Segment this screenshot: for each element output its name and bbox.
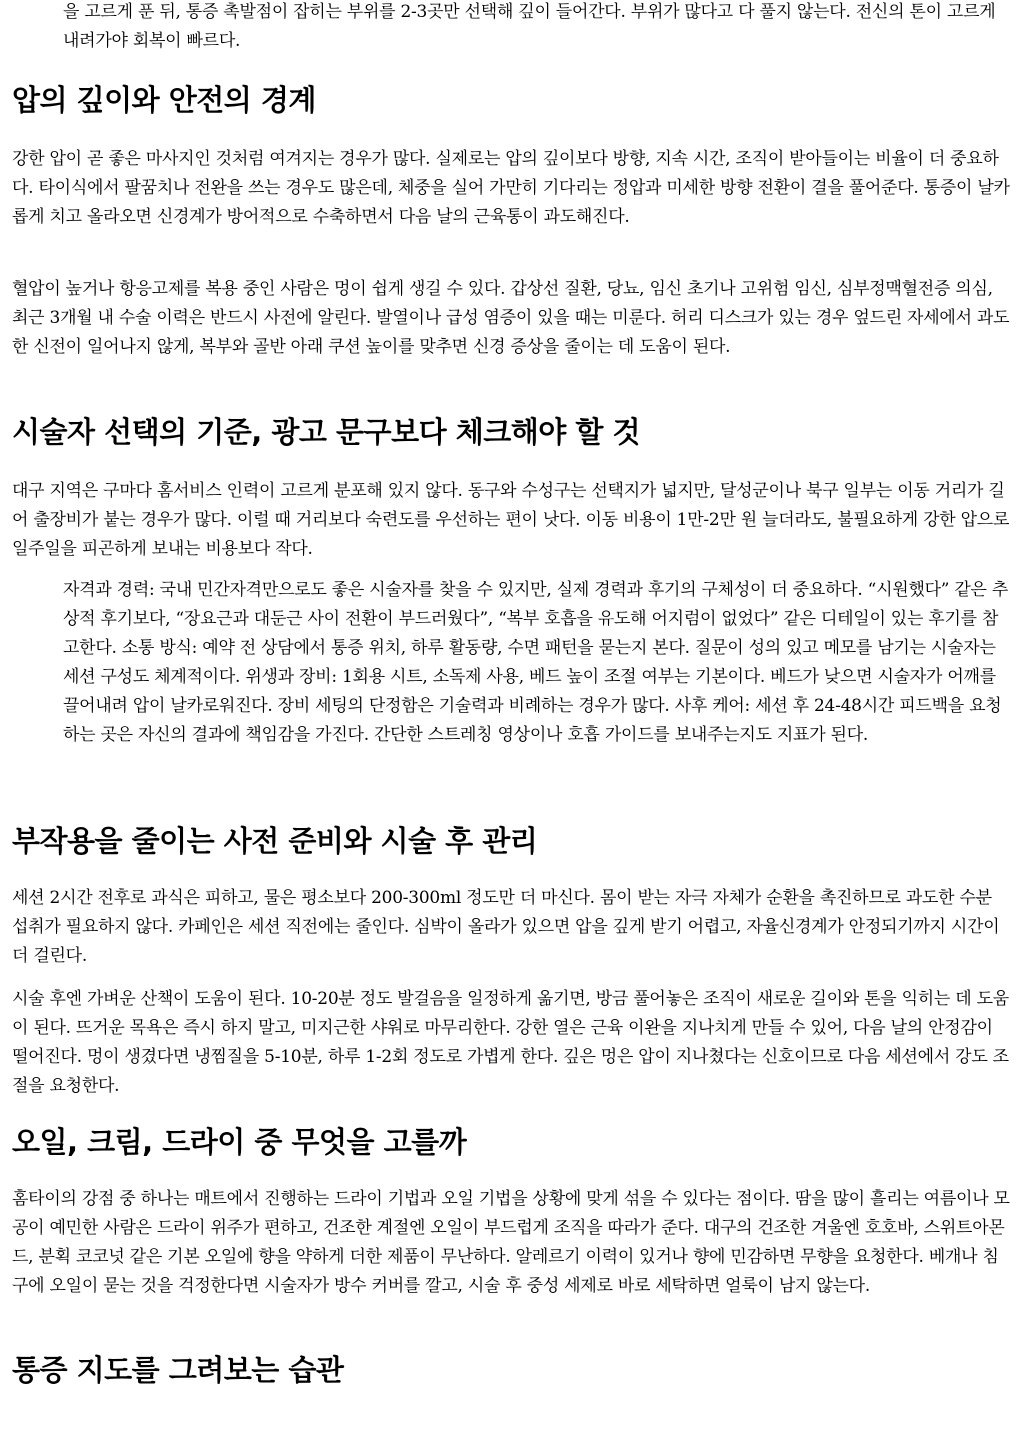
section-heading-pressure: 압의 깊이와 안전의 경계 (12, 83, 316, 117)
section-heading-care: 부작용을 줄이는 사전 준비와 시술 후 관리 (12, 824, 538, 858)
intro-continuation-paragraph: 을 고르게 푼 뒤, 통증 촉발점이 잡히는 부위를 2-3곳만 선택해 깊이 들어간다. 부위가 많다고 다 풀지 않는다. 전신의 톤이 고르게 내려가야 회복이 빠르다. (63, 2, 996, 51)
paragraph-pre-session: 세션 2시간 전후로 과식은 피하고, 물은 평소보다 200-300ml 정도만 더 마신다. 몸이 받는 자극 자체가 순환을 촉진하므로 과도한 수분 섭취가 필요하지 않다. 카페인은 세션 직전에는 줄인다. 심박이 올라가 있으면 압을 깊게 받기 어렵고, 자율신경계가 안정되기까지 시간이 더 걸린다. (12, 888, 1000, 966)
paragraph-daegu-region: 대구 지역은 구마다 홈서비스 인력이 고르게 분포해 있지 않다. 동구와 수성구는 선택지가 넓지만, 달성군이나 북구 일부는 이동 거리가 길어 출장비가 붙는 경우가 많다. 이럴 때 거리보다 숙련도를 우선하는 편이 낫다. 이동 비용이 1만-2만 원 늘더라도, 불필요하게 강한 압으로 일주일을 피곤하게 보내는 비용보다 작다. (12, 481, 1010, 559)
section-heading-pain-map: 통증 지도를 그려보는 습관 (12, 1353, 344, 1387)
paragraph-oil-choice: 홈타이의 강점 중 하나는 매트에서 진행하는 드라이 기법과 오일 기법을 상황에 맞게 섞을 수 있다는 점이다. 땀을 많이 흘리는 여름이나 모공이 예민한 사람은 드라이 위주가 편하고, 건조한 계절엔 오일이 부드럽게 조직을 따라가 준다. 대구의 건조한 겨울엔 호호바, 스위트아몬드, 분획 코코넛 같은 기본 오일에 향을 약하게 더한 제품이 무난하다. 알레르기 이력이 있거나 향에 민감하면 무향을 요청한다. 베개나 침구에 오일이 묻는 것을 걱정한다면 시술자가 방수 커버를 깔고, 시술 후 중성 세제로 바로 세탁하면 얼룩이 남지 않는다. (12, 1189, 1010, 1296)
blockquote-selection-criteria: 자격과 경력: 국내 민간자격만으로도 좋은 시술자를 찾을 수 있지만, 실제 경력과 후기의 구체성이 더 중요하다. “시원했다” 같은 추상적 후기보다, “장요근과 대둔근 사이 전환이 부드러웠다”, “복부 호흡을 유도해 어지럼이 없었다” 같은 디테일이 있는 후기를 참고한다. 소통 방식: 예약 전 상담에서 통증 위치, 하루 활동량, 수면 패턴을 묻는지 본다. 질문이 성의 있고 메모를 남기는 시술자는 세션 구성도 체계적이다. 위생과 장비: 1회용 시트, 소독제 사용, 베드 높이 조절 여부는 기본이다. 베드가 낮으면 시술자가 어깨를 끌어내려 압이 날카로워진다. 장비 세팅의 단정함은 기술력과 비례하는 경우가 많다. 사후 케어: 세션 후 24-48시간 피드백을 요청하는 곳은 자신의 결과에 책임감을 가진다. 간단한 스트레칭 영상이나 호흡 가이드를 보내주는지도 지표가 된다. (63, 580, 1009, 745)
paragraph-pressure-depth: 강한 압이 곧 좋은 마사지인 것처럼 여겨지는 경우가 많다. 실제로는 압의 깊이보다 방향, 지속 시간, 조직이 받아들이는 비율이 더 중요하다. 타이식에서 팔꿈치나 전완을 쓰는 경우도 많은데, 체중을 실어 가만히 기다리는 정압과 미세한 방향 전환이 결을 풀어준다. 통증이 날카롭게 치고 올라오면 신경계가 방어적으로 수축하면서 다음 날의 근육통이 과도해진다. (12, 149, 1010, 227)
paragraph-safety-cautions: 혈압이 높거나 항응고제를 복용 중인 사람은 멍이 쉽게 생길 수 있다. 갑상선 질환, 당뇨, 임신 초기나 고위험 임신, 심부정맥혈전증 의심, 최근 3개월 내 수술 이력은 반드시 사전에 알린다. 발열이나 급성 염증이 있을 때는 미룬다. 허리 디스크가 있는 경우 엎드린 자세에서 과도한 신전이 일어나지 않게, 복부와 골반 아래 쿠션 높이를 맞추면 신경 증상을 줄이는 데 도움이 된다. (12, 279, 1010, 357)
section-heading-therapist: 시술자 선택의 기준, 광고 문구보다 체크해야 할 것 (12, 415, 640, 449)
paragraph-post-session: 시술 후엔 가벼운 산책이 도움이 된다. 10-20분 정도 발걸음을 일정하게 옮기면, 방금 풀어놓은 조직이 새로운 길이와 톤을 익히는 데 도움이 된다. 뜨거운 목욕은 즉시 하지 말고, 미지근한 샤워로 마무리한다. 강한 열은 근육 이완을 지나치게 만들 수 있어, 다음 날의 안정감이 떨어진다. 멍이 생겼다면 냉찜질을 5-10분, 하루 1-2회 정도로 가볍게 한다. 깊은 멍은 압이 지나쳤다는 신호이므로 다음 세션에서 강도 조절을 요청한다. (12, 989, 1009, 1096)
section-heading-oil: 오일, 크림, 드라이 중 무엇을 고를까 (12, 1125, 467, 1159)
